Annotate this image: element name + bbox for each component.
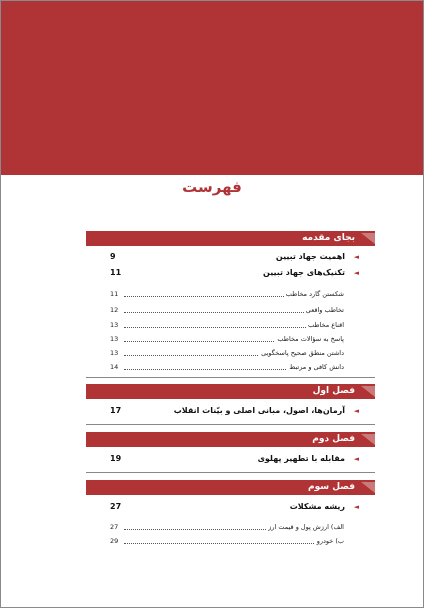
bullet-arrow-icon: ◄ — [353, 455, 359, 463]
toc-subentry[interactable] — [110, 361, 344, 373]
section-heading-chapter-3 — [86, 480, 375, 495]
subentry-page: 29 — [110, 537, 119, 545]
entry-title: ریشه مشکلات — [289, 502, 345, 511]
bullet-arrow-icon: ◄ — [353, 503, 359, 511]
leader-dots — [124, 543, 344, 544]
subentry-page: 12 — [110, 306, 119, 314]
section-heading-label: فصل سوم — [307, 482, 355, 492]
toc-subentry[interactable] — [110, 304, 344, 316]
subentry-title: داشتن منطق صحیح پاسخگویی — [261, 349, 344, 357]
toc-subentry[interactable] — [110, 535, 344, 547]
toc-subentry[interactable] — [110, 288, 344, 300]
bullet-arrow-icon: ◄ — [353, 407, 359, 415]
entry-page: 17 — [110, 406, 122, 415]
entry-title: تکنیک‌های جهاد تبیین — [263, 268, 345, 277]
entry-page: 9 — [110, 252, 116, 261]
toc-entry[interactable] — [86, 266, 375, 280]
heading-tick-icon — [361, 386, 375, 397]
heading-tick-icon — [361, 434, 375, 445]
subentry-title: شکستن گارد مخاطب — [285, 290, 344, 298]
section-heading-label: فصل دوم — [312, 434, 355, 444]
section-heading-chapter-2 — [86, 432, 375, 447]
toc-subentry[interactable] — [110, 347, 344, 359]
entry-title: مقابله با تطهیر پهلوی — [257, 454, 345, 463]
section-divider — [86, 472, 375, 473]
bullet-arrow-icon: ◄ — [353, 269, 359, 277]
entry-page: 19 — [110, 454, 122, 463]
subentry-page: 13 — [110, 349, 119, 357]
toc-subentry[interactable] — [110, 521, 344, 533]
cover-header-band — [1, 1, 423, 175]
heading-tick-icon — [361, 233, 375, 244]
subentry-title: اقناع مخاطب — [307, 321, 344, 329]
section-heading-label: بجای مقدمه — [302, 233, 355, 243]
entry-page: 11 — [110, 268, 122, 277]
entry-title: اهمیت جهاد تبیین — [275, 252, 345, 261]
subentry-title: تخاطب واقعی — [305, 306, 344, 314]
entry-title: آرمان‌ها، اصول، مبانی اصلی و بیّنات انقلاب — [173, 406, 345, 415]
section-divider — [86, 377, 375, 378]
section-heading-chapter-1 — [86, 384, 375, 399]
section-heading-intro — [86, 231, 375, 246]
toc-entry[interactable] — [86, 452, 375, 466]
toc-subentry[interactable] — [110, 319, 344, 331]
entry-page: 27 — [110, 502, 122, 511]
subentry-page: 14 — [110, 363, 119, 371]
bullet-arrow-icon: ◄ — [353, 253, 359, 261]
subentry-title: ب) خودرو — [316, 537, 344, 545]
section-heading-label: فصل اول — [312, 386, 355, 396]
subentry-page: 27 — [110, 523, 119, 531]
heading-tick-icon — [361, 482, 375, 493]
subentry-title: دانش کافی و مرتبط — [289, 363, 344, 371]
toc-subentry[interactable] — [110, 333, 344, 345]
subentry-page: 11 — [110, 290, 119, 298]
subentry-title: پاسخ به سؤالات مخاطب — [277, 335, 344, 343]
subentry-title: الف) ارزش پول و قیمت ارز — [268, 523, 344, 531]
page-title: فهرست — [182, 178, 242, 196]
section-divider — [86, 424, 375, 425]
subentry-page: 13 — [110, 321, 119, 329]
toc-entry[interactable] — [86, 250, 375, 264]
toc-entry[interactable] — [86, 404, 375, 418]
toc-entry[interactable] — [86, 500, 375, 514]
subentry-page: 13 — [110, 335, 119, 343]
